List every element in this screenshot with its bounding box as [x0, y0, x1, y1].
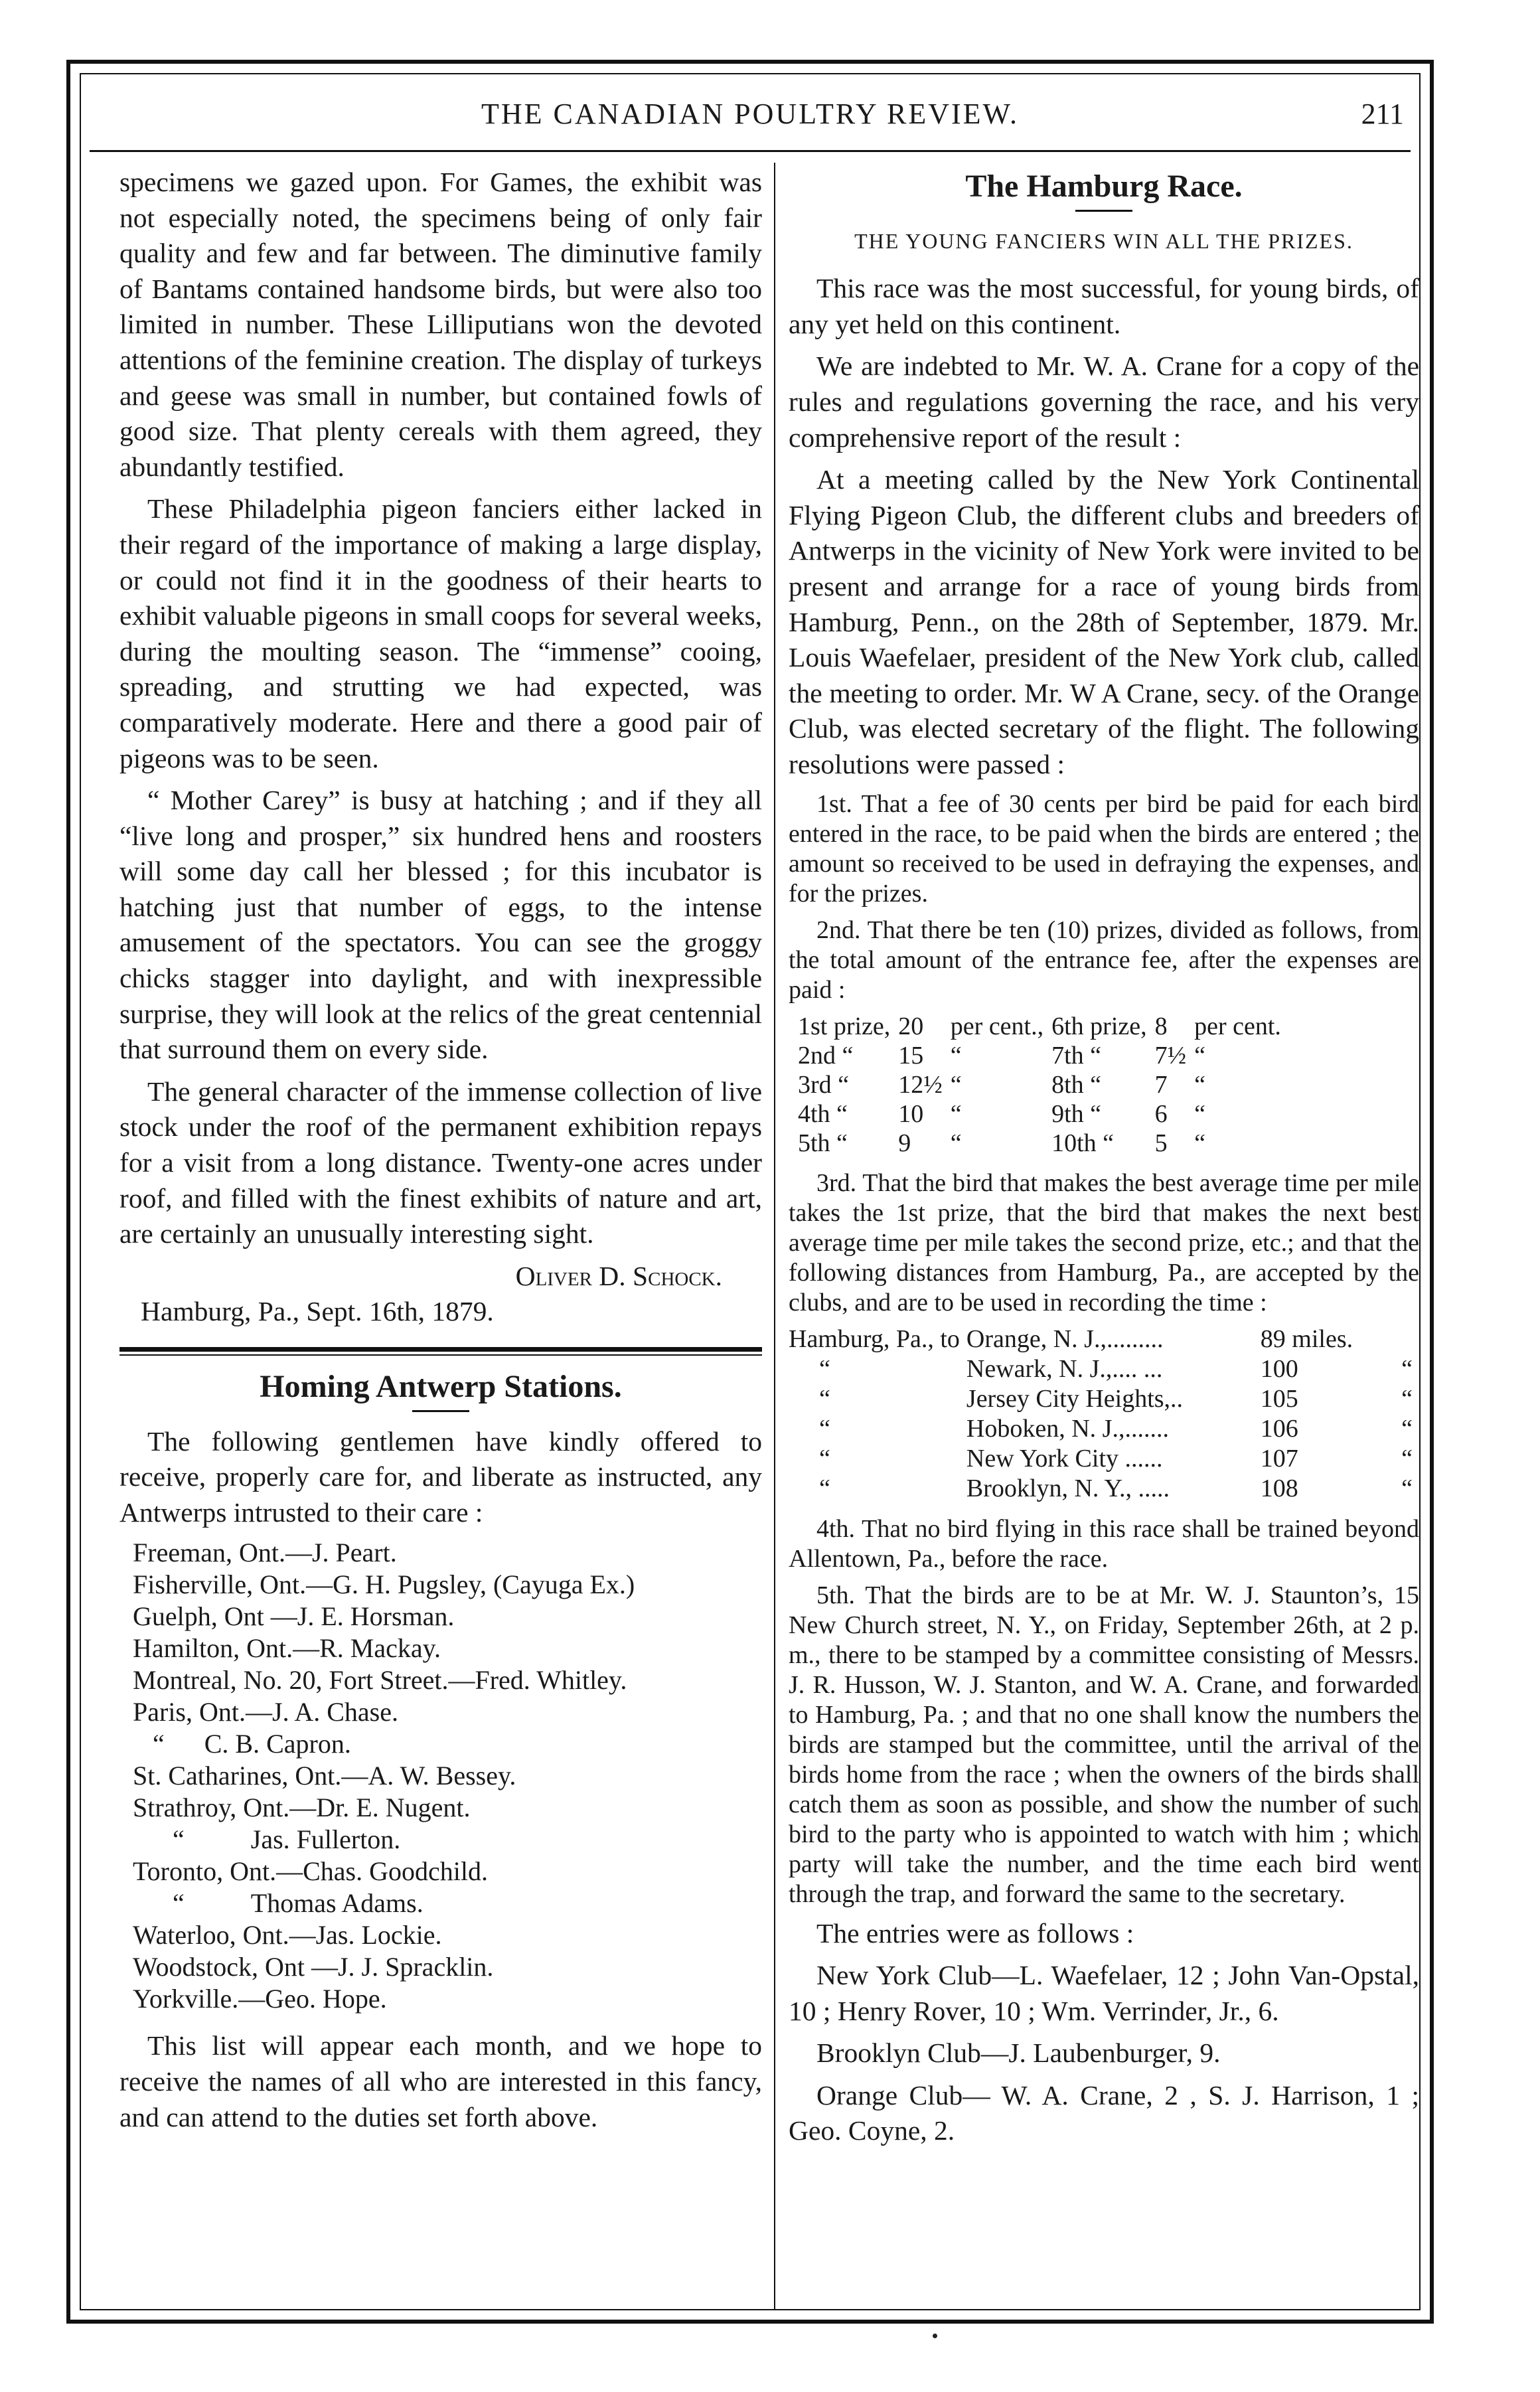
printer-mark: [933, 2334, 937, 2338]
distance-destination: New York City ......: [966, 1444, 1163, 1473]
distance-origin: “: [819, 1414, 830, 1443]
distance-destination: Jersey City Heights,..: [966, 1384, 1184, 1413]
prize-unit: “: [1194, 1041, 1205, 1070]
prize-unit: per cent.: [1194, 1012, 1281, 1040]
prize-percent: 9: [898, 1129, 911, 1157]
distance-destination: Orange, N. J.,.........: [966, 1324, 1164, 1353]
station-list: [133, 1537, 762, 2015]
distance-origin: “: [819, 1474, 830, 1502]
article-paragraph: The general character of the immense collection of live stock under the roof of the permanent exhibition repays for a visit from a long distance. Twenty-one acres under roof, and filled with the finest exhibits of nature and art, are certainly an unusually interesting sight.: [119, 1076, 762, 1249]
station-entry: Hamilton, Ont.—R. Mackay.: [133, 1633, 441, 1664]
journal-title: THE CANADIAN POULTRY REVIEW.: [481, 98, 1019, 130]
distance-destination: Brooklyn, N. Y., .....: [966, 1474, 1170, 1502]
distance-miles: 108: [1260, 1474, 1298, 1502]
distance-destination: Hoboken, N. J.,.......: [966, 1414, 1169, 1443]
left-column: [119, 165, 762, 2142]
distance-row: [789, 1384, 1413, 1414]
prize-row: [794, 1129, 1285, 1158]
prize-percent: 5: [1154, 1129, 1168, 1157]
section-heading-hamburg: The Hamburg Race.: [965, 169, 1243, 204]
prize-unit: “: [950, 1129, 962, 1157]
station-entry: “ Thomas Adams.: [133, 1888, 424, 1919]
station-entry: Fisherville, Ont.—G. H. Pugsley, (Cayuga Ex.): [133, 1569, 635, 1600]
prize-place: 1st prize,: [798, 1012, 891, 1040]
header-rule: [90, 150, 1411, 152]
prize-percent: 20: [898, 1012, 924, 1040]
distance-origin: “: [819, 1354, 830, 1383]
prize-place: 5th “: [798, 1129, 848, 1157]
article-paragraph: This race was the most successful, for young birds, of any yet held on this continent.: [789, 273, 1419, 339]
prize-table: [794, 1012, 1285, 1158]
prize-unit: “: [1194, 1099, 1205, 1128]
prize-percent: 12½: [898, 1070, 943, 1099]
prize-place: 2nd “: [798, 1041, 854, 1070]
station-entry: St. Catharines, Ont.—A. W. Bessey.: [133, 1761, 516, 1791]
distance-origin: “: [819, 1384, 830, 1413]
prize-place: 3rd “: [798, 1070, 850, 1099]
prize-unit: “: [1194, 1070, 1205, 1099]
prize-row: [794, 1070, 1285, 1099]
prize-row: [794, 1012, 1285, 1041]
homing-closing: This list will appear each month, and we hope to receive the names of all who are interested in this fancy, and can attend to the duties set forth above.: [119, 2030, 762, 2132]
station-entry: Strathroy, Ont.—Dr. E. Nugent.: [133, 1793, 471, 1823]
resolution-5: 5th. That the birds are to be at Mr. W. J. Staunton’s, 15 New Church street, N. Y., on Friday, September 26th, at 2 p. m., there to be stamped by a committee consisting of Messrs. J. R. Husson, W. J. Stanton, and W. A. Crane, and forwarded to Hamburg, Pa. ; and that no one shall know the numbers the birds are stamped but the committee, until the arrival of the birds home from the race ; when the owners of the birds shall catch them as soon as possible, and show the number of such bird to the party who is appointed to watch with him ; which party will take the number, and the time each bird went through the trap, and forward the same to the secretary.: [789, 1581, 1419, 1908]
station-entry: Guelph, Ont —J. E. Horsman.: [133, 1601, 455, 1632]
article-paragraph: These Philadelphia pigeon fanciers either lacked in their regard of the importance of making a large display, or could not find it in the goodness of their hearts to exhibit valuable pigeons in small coops for several weeks, during the moulting season. The “immense” cooing, spreading, and strutting we had expected, was comparatively moderate. Here and there a good pair of pigeons was to be seen.: [119, 493, 762, 773]
prize-percent: 6: [1154, 1099, 1168, 1128]
prize-percent: 7½: [1154, 1041, 1187, 1070]
station-entry: “ C. B. Capron.: [133, 1729, 351, 1759]
station-entry: “ Jas. Fullerton.: [133, 1824, 401, 1855]
prize-unit: “: [1194, 1129, 1205, 1157]
distance-row: [789, 1354, 1413, 1384]
station-entry: Woodstock, Ont —J. J. Spracklin.: [133, 1952, 494, 1982]
article-paragraph: specimens we gazed upon. For Games, the exhibit was not especially noted, the specimens being of only fair quality and few and far between. The diminutive family of Bantams contained handsome birds, but were also too limited in number. These Lilliputians won the devoted attentions of the feminine creation. The display of turkeys and geese was small in number, but contained fowls of good size. That plenty cereals with them agreed, they abundantly testified.: [119, 167, 762, 482]
ditto-mark: “: [1401, 1444, 1413, 1473]
resolution-2: 2nd. That there be ten (10) prizes, divided as follows, from the total amount of the entrance fee, after the expenses are paid :: [789, 916, 1419, 1004]
station-entry: Freeman, Ont.—J. Peart.: [133, 1538, 397, 1568]
short-rule: [412, 1410, 469, 1412]
entry-new-york-club: New York Club—L. Waefelaer, 12 ; John Van-Opstal, 10 ; Henry Rover, 10 ; Wm. Verrinder, Jr., 6.: [789, 1960, 1419, 2026]
distance-table: [789, 1324, 1413, 1504]
distance-miles: 100: [1260, 1354, 1298, 1383]
distance-row: [789, 1324, 1413, 1354]
prize-place: 7th “: [1051, 1041, 1102, 1070]
ditto-mark: “: [1401, 1474, 1413, 1502]
place-date-line: Hamburg, Pa., Sept. 16th, 1879.: [141, 1296, 494, 1327]
ditto-mark: “: [1401, 1384, 1413, 1413]
resolution-3: 3rd. That the bird that makes the best average time per mile takes the 1st prize, that the bird that makes the next best average time per mile takes the second prize, etc.; and that the following distances from Hamburg, Pa., are accepted by the clubs, and are to be used in recording the time :: [789, 1168, 1419, 1316]
author-signature: Oliver D. Schock.: [515, 1260, 722, 1291]
article-paragraph: “ Mother Carey” is busy at hatching ; and if they all “live long and prosper,” six hundred hens and roosters will some day call her blessed ; for this incubator is hatching just that number of eggs, to the intense amusement of the spectators. You can see the groggy chicks stagger into daylight, and with inexpressible surprise, they will look at the relics of the great centennial that surround them on every side.: [119, 785, 762, 1065]
homing-intro: The following gentlemen have kindly offered to receive, properly care for, and liberate as instructed, any Antwerps intrusted to their care :: [119, 1425, 762, 1528]
station-entry: Paris, Ont.—J. A. Chase.: [133, 1697, 398, 1727]
prize-unit: per cent.,: [950, 1012, 1044, 1040]
resolution-1: 1st. That a fee of 30 cents per bird be paid for each bird entered in the race, to be paid when the birds are entered ; the amount so received to be used in defraying the expenses, and for the prizes.: [789, 789, 1419, 908]
section-divider: [119, 1347, 762, 1356]
prize-place: 9th “: [1051, 1099, 1102, 1128]
ditto-mark: “: [1401, 1414, 1413, 1443]
distance-origin: “: [819, 1444, 830, 1473]
ditto-mark: [1386, 1324, 1413, 1354]
entry-brooklyn-club: Brooklyn Club—J. Laubenburger, 9.: [816, 2037, 1221, 2069]
article-paragraph: At a meeting called by the New York Continental Flying Pigeon Club, the different clubs and breeders of Antwerps in the vicinity of New York were invited to be present and arrange for a race of young birds from Hamburg, Penn., on the 28th of September, 1879. Mr. Louis Waefelaer, president of the New York club, called the meeting to order. Mr. W A Crane, secy. of the Orange Club, was elected secretary of the flight. The following resolutions were passed :: [789, 464, 1419, 779]
distance-miles: 107: [1260, 1444, 1298, 1473]
distance-miles: 106: [1260, 1414, 1298, 1443]
prize-unit: “: [950, 1099, 962, 1128]
prize-place: 6th prize,: [1051, 1012, 1147, 1040]
distance-miles: 105: [1260, 1384, 1298, 1413]
distance-miles: 89 miles.: [1260, 1324, 1353, 1353]
prize-percent: 8: [1154, 1012, 1168, 1040]
prize-place: 4th “: [798, 1099, 848, 1128]
ditto-mark: “: [1401, 1354, 1413, 1383]
prize-unit: “: [950, 1041, 962, 1070]
station-entry: Yorkville.—Geo. Hope.: [133, 1984, 387, 2014]
column-divider: [774, 163, 775, 2310]
station-entry: Waterloo, Ont.—Jas. Lockie.: [133, 1920, 442, 1951]
prize-row: [794, 1041, 1285, 1070]
prize-percent: 10: [898, 1099, 924, 1128]
distance-destination: Newark, N. J.,.... ...: [966, 1354, 1163, 1383]
short-rule: [1075, 210, 1132, 212]
distance-row: [789, 1474, 1413, 1504]
station-entry: Montreal, No. 20, Fort Street.—Fred. Whitley.: [133, 1665, 627, 1696]
prize-percent: 7: [1154, 1070, 1168, 1099]
distance-row: [789, 1414, 1413, 1444]
prize-unit: “: [950, 1070, 962, 1099]
article-paragraph: We are indebted to Mr. W. A. Crane for a copy of the rules and regulations governing the race, and his very comprehensive report of the result :: [789, 351, 1419, 453]
page-number: 211: [1361, 98, 1404, 130]
station-entry: Toronto, Ont.—Chas. Goodchild.: [133, 1856, 488, 1887]
right-column: [789, 165, 1419, 2156]
entries-intro: The entries were as follows :: [816, 1917, 1134, 1949]
prize-row: [794, 1099, 1285, 1129]
section-subheading: THE YOUNG FANCIERS WIN ALL THE PRIZES.: [854, 228, 1353, 253]
distance-origin: Hamburg, Pa., to: [789, 1324, 960, 1353]
prize-place: 10th “: [1051, 1129, 1115, 1157]
distance-row: [789, 1444, 1413, 1474]
section-heading-homing: Homing Antwerp Stations.: [260, 1369, 622, 1404]
running-header: [90, 93, 1411, 139]
resolution-4: 4th. That no bird flying in this race shall be trained beyond Allentown, Pa., before the race.: [789, 1514, 1419, 1573]
entry-orange-club: Orange Club— W. A. Crane, 2 , S. J. Harrison, 1 ; Geo. Coyne, 2.: [789, 2079, 1419, 2146]
prize-percent: 15: [898, 1041, 924, 1070]
prize-place: 8th “: [1051, 1070, 1102, 1099]
